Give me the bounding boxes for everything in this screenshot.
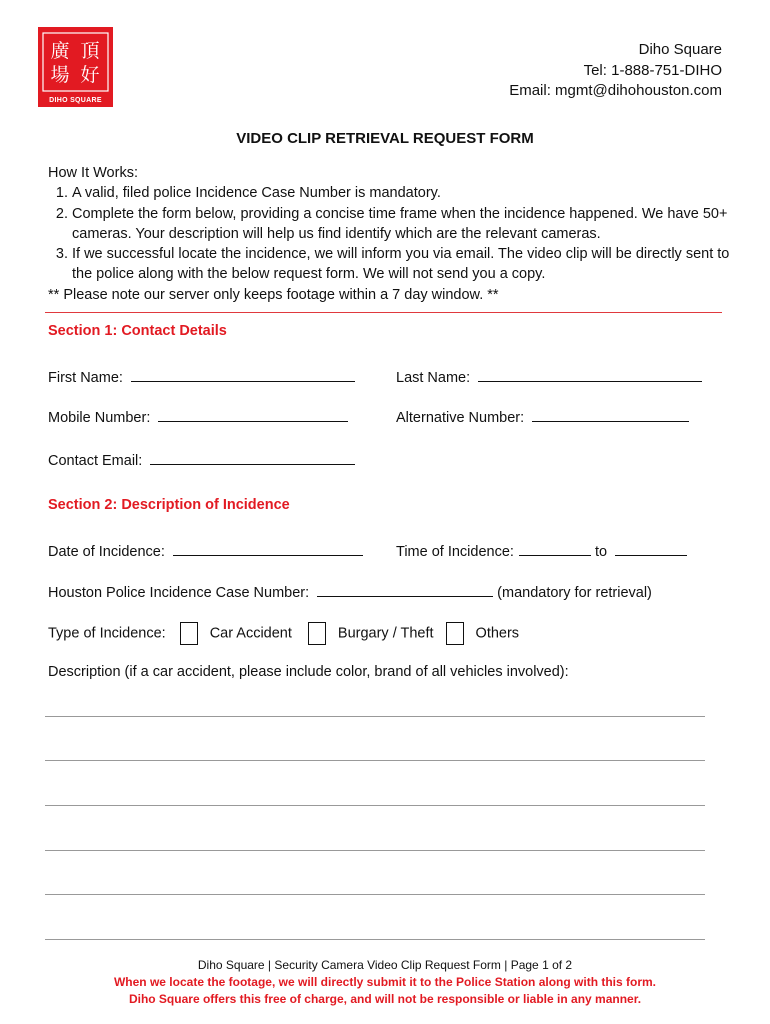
mobile-number-label: Mobile Number: [48,410,151,426]
company-email: Email: mgmt@dihohouston.com [509,82,722,99]
description-line[interactable] [45,850,705,851]
step-item: 1. A valid, filed police Incidence Case Number is mandatory. [72,183,738,203]
retention-note: ** Please note our server only keeps footage within a 7 day window. ** [48,286,499,303]
others-label: Others [475,625,520,642]
burglary-theft-checkbox[interactable] [308,622,326,645]
case-number-note: (mandatory for retrieval) [497,585,652,601]
mobile-number-field[interactable] [48,407,348,426]
logo-caption: DIHO SQUARE [49,97,102,104]
alternative-number-field[interactable] [396,407,689,426]
first-name-blank[interactable] [131,367,355,382]
case-number-blank[interactable] [317,582,493,597]
time-to-label: to [594,544,608,560]
time-of-incidence-field[interactable] [396,541,687,560]
car-accident-checkbox[interactable] [180,622,198,645]
form-title: VIDEO CLIP RETRIEVAL REQUEST FORM [236,130,534,147]
first-name-field[interactable] [48,367,355,386]
logo-char: 廣 [50,40,70,62]
how-it-works [48,163,738,305]
contact-email-label: Contact Email: [48,453,143,469]
diho-square-logo [38,27,113,107]
case-number-label: Houston Police Incidence Case Number: [48,585,310,601]
time-end-blank[interactable] [615,541,687,556]
company-name: Diho Square [638,41,722,58]
date-of-incidence-field[interactable] [48,541,363,560]
description-line[interactable] [45,894,705,895]
section2-title: Section 2: Description of Incidence [48,497,290,513]
case-number-field[interactable] [48,582,652,601]
last-name-label: Last Name: [396,370,471,386]
footer-page-info: Diho Square | Security Camera Video Clip Request Form | Page 1 of 2 [197,958,573,972]
burglary-theft-label: Burgary / Theft [337,625,434,642]
time-start-blank[interactable] [519,541,591,556]
contact-email-blank[interactable] [150,450,355,465]
first-name-label: First Name: [48,370,123,386]
date-of-incidence-label: Date of Incidence: [48,544,165,560]
others-checkbox[interactable] [446,622,464,645]
company-tel: Tel: 1-888-751-DIHO [583,61,722,79]
last-name-blank[interactable] [478,367,702,382]
description-line[interactable] [45,716,705,717]
step-item: 3. If we successful locate the incidence, we will inform you via email. The video clip will be directly sent to the police along with the below request form. We will not send you a copy. [72,244,738,285]
footer-notice-1: When we locate the footage, we will directly submit it to the Police Station along with this form. [113,975,657,989]
description-label: Description (if a car accident, please include color, brand of all vehicles involved): [48,664,569,680]
section-divider [45,312,722,313]
company-info [509,40,722,102]
logo-char: 好 [80,64,100,86]
mobile-number-blank[interactable] [158,407,348,422]
section1-title: Section 1: Contact Details [48,323,227,339]
date-of-incidence-blank[interactable] [173,541,363,556]
incidence-type-label: Type of Incidence: [48,625,166,642]
how-it-works-heading: How It Works: [48,165,138,181]
time-of-incidence-label: Time of Incidence: [396,544,514,560]
contact-email-field[interactable] [48,450,355,469]
description-line[interactable] [45,760,705,761]
footer-notice-2: Diho Square offers this free of charge, and will not be responsible or liable in any manner. [128,992,642,1006]
steps-list [48,183,738,284]
description-line[interactable] [45,805,705,806]
incidence-type-field[interactable] [48,622,519,645]
last-name-field[interactable] [396,367,702,386]
logo-char: 頂 [80,40,100,62]
car-accident-label: Car Accident [209,625,292,642]
description-line[interactable] [45,939,705,940]
step-item: 2. Complete the form below, providing a concise time frame when the incidence happened. We have 50+ cameras. Your description will help us find identify which are the relevant cameras. [72,204,738,245]
alternative-number-blank[interactable] [532,407,689,422]
logo-char: 場 [50,64,70,86]
alternative-number-label: Alternative Number: [396,410,525,426]
logo-emblem [38,27,113,95]
